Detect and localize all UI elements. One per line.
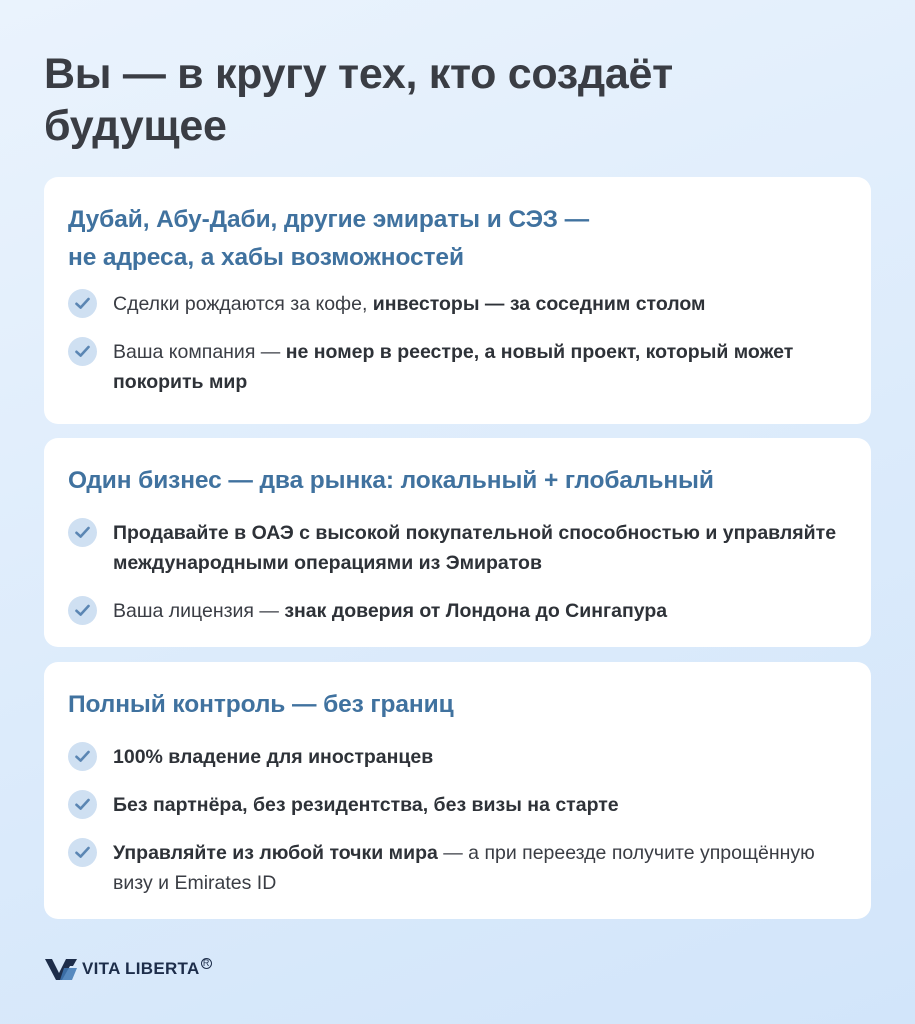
item-text-bold: Управляйте из любой точки мира [113, 842, 438, 864]
list-item [68, 337, 847, 397]
vita-liberta-logo-icon [44, 956, 78, 982]
registered-mark: R [201, 958, 212, 969]
list-item [68, 838, 847, 898]
benefit-list [68, 742, 847, 898]
card-title: Один бизнес — два рынка: локальный + глобальный [68, 467, 714, 494]
item-text-bold: 100% владение для иностранцев [113, 746, 434, 768]
check-icon [68, 838, 97, 867]
item-text-bold: инвесторы — за соседним столом [372, 293, 706, 315]
card-title-line-2: не адреса, а хабы возможностей [68, 244, 464, 271]
check-icon [68, 790, 97, 819]
list-item [68, 790, 847, 820]
item-text-after: — а при переезде получите упрощённую визу и Emirates ID [113, 842, 815, 894]
benefit-card-control [44, 662, 871, 919]
benefit-card-hubs [44, 177, 871, 424]
list-item [68, 289, 847, 319]
item-text-bold: знак доверия от Лондона до Сингапура [284, 600, 668, 622]
item-text: Ваша компания — [113, 341, 286, 363]
page-title: Вы — в кругу тех, кто создаёт будущее [44, 50, 673, 150]
brand-name: VITA LIBERTA [82, 959, 200, 978]
card-title: Полный контроль — без границ [68, 691, 454, 718]
benefit-card-markets [44, 438, 871, 647]
check-icon [68, 518, 97, 547]
list-item [68, 596, 847, 626]
item-text: Сделки рождаются за кофе, [113, 293, 373, 315]
benefit-list [68, 518, 847, 626]
card-title [68, 201, 847, 277]
item-text: Ваша лицензия — [113, 600, 285, 622]
check-icon [68, 289, 97, 318]
benefit-list [68, 289, 847, 397]
item-text-bold: Продавайте в ОАЭ с высокой покупательной способностью и управляйте международными операциями из Эмиратов [113, 522, 837, 574]
card-title-line-1: Дубай, Абу-Даби, другие эмираты и СЭЗ — [68, 206, 589, 233]
check-icon [68, 596, 97, 625]
brand-logo[interactable] [44, 955, 212, 983]
item-text-bold: не номер в реестре, а новый проект, который может покорить мир [113, 341, 794, 393]
list-item [68, 518, 847, 578]
check-icon [68, 742, 97, 771]
check-icon [68, 337, 97, 366]
item-text-bold: Без партнёра, без резидентства, без визы на старте [113, 794, 619, 816]
list-item [68, 742, 847, 772]
